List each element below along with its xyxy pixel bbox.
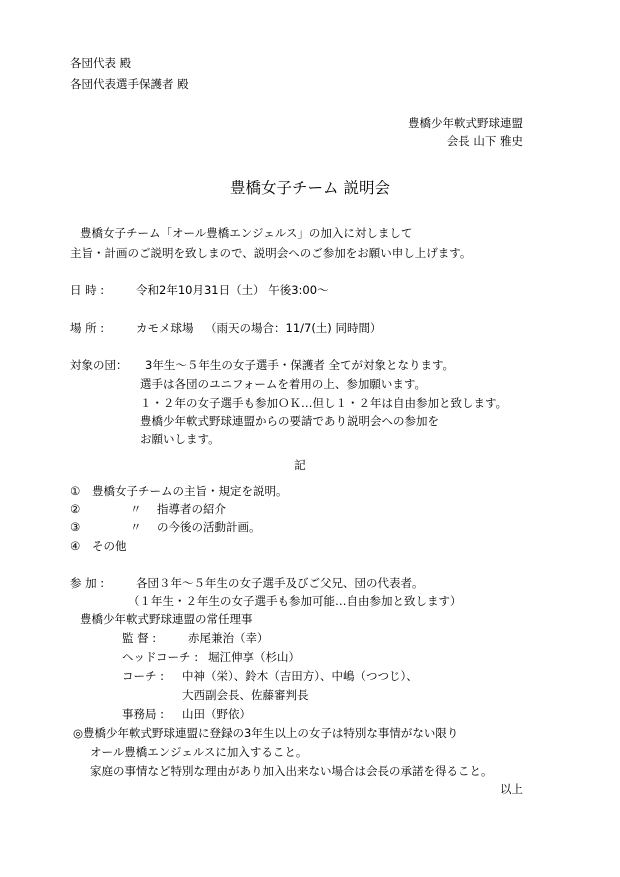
item-4-num: ④ xyxy=(70,539,81,553)
page-title: 豊橋女子チーム 説明会 xyxy=(230,179,390,197)
sender-name: 会長 山下 雅史 xyxy=(446,134,523,148)
note-line-2: オール豊橋エンジェルスに加入すること。 xyxy=(90,745,308,759)
staff-name-1: 赤尾兼治（幸） xyxy=(188,631,269,645)
staff-role-1: 監 督 : xyxy=(122,631,157,645)
participants-line-2: （１年生・２年生の女子選手も参加可能…自由参加と致します） xyxy=(128,594,462,608)
target-label: 対象の団： xyxy=(70,358,128,372)
participants-label: 参 加 : xyxy=(70,576,105,590)
intro-line-1: 豊橋女子チーム「オール豊橋エンジェルス」の加入に対しまして xyxy=(80,226,413,240)
staff-name-3: 中神（栄）、鈴木（吉田方）、中嶋（つつじ）、 xyxy=(182,669,418,683)
item-4-text: その他 xyxy=(92,539,127,553)
staff-role-2: ヘッドコーチ : xyxy=(122,650,199,664)
target-line-5: お願いします。 xyxy=(140,432,220,446)
sender-org: 豊橋少年軟式野球連盟 xyxy=(408,116,523,130)
item-3-num: ③ xyxy=(70,520,81,534)
target-line-1: 3年生～５年生の女子選手・保護者 全てが対象となります。 xyxy=(145,358,455,372)
datetime-value: 令和2年10月31日（土） 午後3:00～ xyxy=(136,283,329,297)
target-line-2: 選手は各団のユニフォームを着用の上、参加願います。 xyxy=(140,377,427,391)
target-line-3: １・２年の女子選手も参加ＯＫ…但し１・２年は自由参加と致します。 xyxy=(140,396,508,410)
target-line-4: 豊橋少年軟式野球連盟からの要請であり説明会への参加を xyxy=(140,414,439,428)
intro-line-2: 主旨・計画のご説明を致しまので、説明会へのご参加をお願い申し上げます。 xyxy=(70,246,472,260)
note-line-3: 家庭の事情など特別な理由があり加入出来ない場合は会長の承諾を得ること。 xyxy=(90,764,493,778)
item-3-ditto: 〃 xyxy=(130,520,142,534)
staff-role-5: 事務局 : xyxy=(122,707,165,721)
addressee-1: 各団代表 殿 xyxy=(70,56,132,70)
datetime-label: 日 時 : xyxy=(70,283,105,297)
closing-text: 以上 xyxy=(500,782,523,796)
addressee-2: 各団代表選手保護者 殿 xyxy=(70,77,189,91)
directors-heading: 豊橋少年軟式野球連盟の常任理事 xyxy=(80,612,253,626)
item-1-text: 豊橋女子チームの主旨・規定を説明。 xyxy=(92,484,288,498)
venue-value: カモメ球場 xyxy=(136,321,194,335)
staff-name-5: 山田（野依） xyxy=(182,707,251,721)
note-line-1: ◎豊橋少年軟式野球連盟に登録の3年生以上の女子は特別な事情がない限り xyxy=(73,726,459,740)
item-3-text: の今後の活動計画。 xyxy=(157,520,261,534)
item-2-text: 指導者の紹介 xyxy=(157,502,226,516)
staff-name-4: 大西副会長、佐藤審判長 xyxy=(182,688,309,702)
participants-line-1: 各団３年～５年生の女子選手及びご父兄、団の代表者。 xyxy=(136,576,424,590)
staff-role-3: コーチ : xyxy=(122,669,165,683)
venue-label: 場 所 : xyxy=(70,321,105,335)
venue-note: （雨天の場合：11/7(土) 同時間） xyxy=(205,321,382,335)
item-2-ditto: 〃 xyxy=(130,502,142,516)
item-2-num: ② xyxy=(70,502,81,516)
staff-name-2: 堀江伸享（杉山） xyxy=(208,650,300,664)
ki-heading: 記 xyxy=(294,458,306,472)
item-1-num: ① xyxy=(70,484,81,498)
